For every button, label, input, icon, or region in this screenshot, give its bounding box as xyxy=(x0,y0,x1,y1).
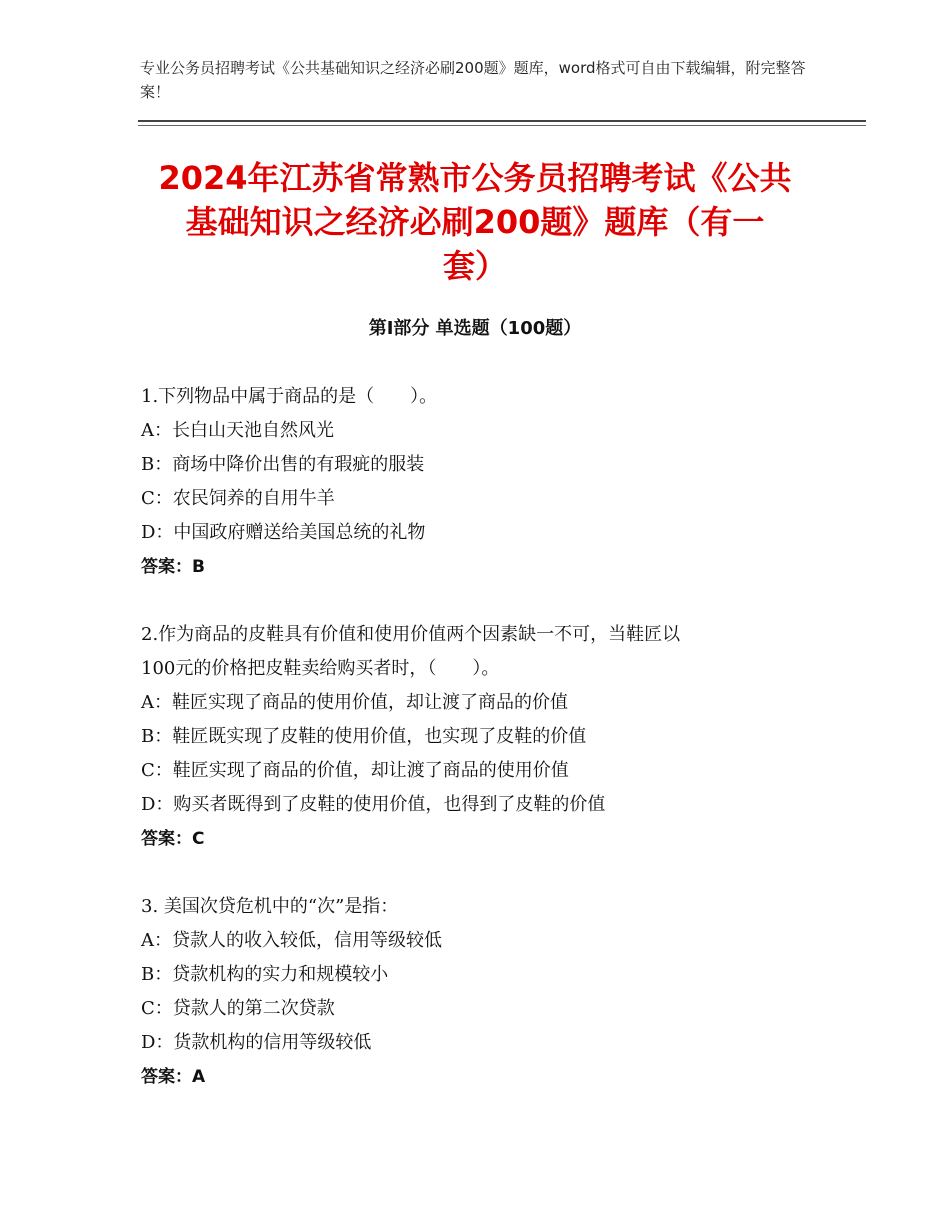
question-stem-line: 100元的价格把皮鞋卖给购买者时，（ ）。 xyxy=(141,658,500,679)
header-note: 专业公务员招聘考试《公共基础知识之经济必刷200题》题库，word格式可自由下载编辑，附完整答案！ xyxy=(140,59,806,101)
option-a: A：贷款人的收入较低，信用等级较低 xyxy=(141,930,442,951)
answer: 答案：C xyxy=(141,829,205,849)
answer: 答案：B xyxy=(141,557,205,577)
question-3 xyxy=(141,890,821,1094)
option-c: C：贷款人的第二次贷款 xyxy=(141,998,335,1019)
option-a: A：鞋匠实现了商品的使用价值，却让渡了商品的价值 xyxy=(141,692,568,713)
option-d: D：购买者既得到了皮鞋的使用价值，也得到了皮鞋的价值 xyxy=(141,794,606,815)
document-title xyxy=(130,156,820,288)
option-a: A：长白山天池自然风光 xyxy=(141,420,334,441)
title-line: 基础知识之经济必刷200题》题库（有一 xyxy=(185,203,765,241)
option-c: C：农民饲养的自用牛羊 xyxy=(141,488,335,509)
header-divider-thick xyxy=(138,120,866,122)
option-b: B：鞋匠既实现了皮鞋的使用价值，也实现了皮鞋的价值 xyxy=(141,726,587,747)
question-stem-line: 2.作为商品的皮鞋具有价值和使用价值两个因素缺一不可，当鞋匠以 xyxy=(141,624,681,645)
section-heading: 第Ⅰ部分 单选题（100题） xyxy=(368,318,582,339)
question-stem-line: 1.下列物品中属于商品的是（ ）。 xyxy=(141,386,438,407)
option-b: B：贷款机构的实力和规模较小 xyxy=(141,964,389,985)
title-line: 套） xyxy=(442,247,507,285)
title-line: 2024年江苏省常熟市公务员招聘考试《公共 xyxy=(158,159,792,197)
option-d: D：中国政府赠送给美国总统的礼物 xyxy=(141,522,426,543)
header-divider-thin xyxy=(138,125,866,126)
question-stem xyxy=(141,890,821,924)
question-stem xyxy=(141,618,821,686)
option-c: C：鞋匠实现了商品的价值，却让渡了商品的使用价值 xyxy=(141,760,569,781)
answer: 答案：A xyxy=(141,1067,206,1087)
question-stem xyxy=(141,380,821,414)
question-2 xyxy=(141,618,821,856)
option-b: B：商场中降价出售的有瑕疵的服装 xyxy=(141,454,425,475)
question-list xyxy=(141,380,821,1128)
option-d: D：货款机构的信用等级较低 xyxy=(141,1032,372,1053)
question-stem-line: 3. 美国次贷危机中的“次”是指： xyxy=(141,896,399,917)
question-1 xyxy=(141,380,821,584)
